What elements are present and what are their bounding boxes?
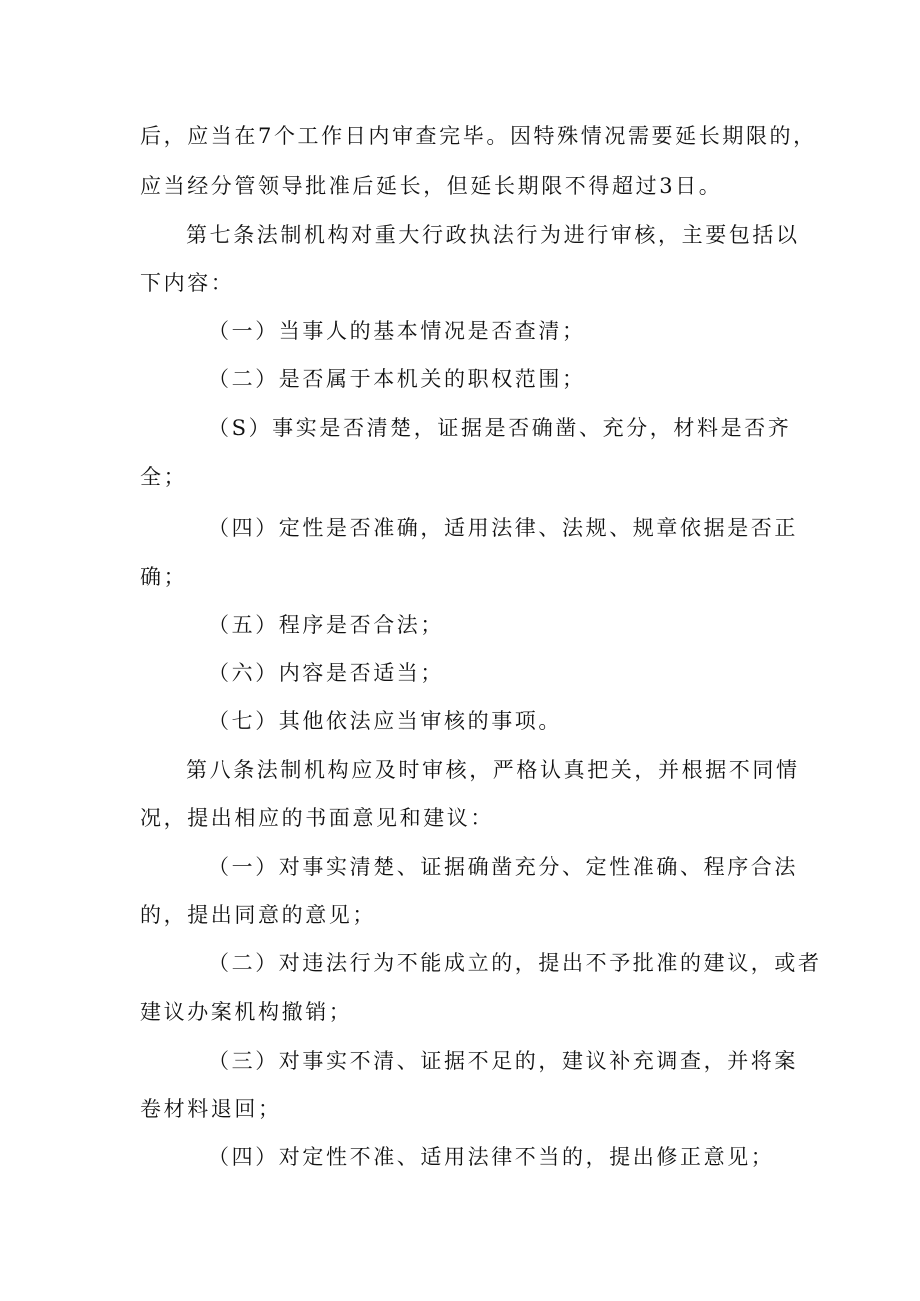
text-line: 的，提出同意的意见；	[140, 903, 376, 927]
list-item: （二）是否属于本机关的职权范围；	[208, 367, 586, 391]
list-item: （七）其他依法应当审核的事项。	[208, 709, 562, 733]
list-item: （五）程序是否合法；	[208, 613, 444, 637]
list-item: （一）对事实清楚、证据确凿充分、定性准确、程序合法	[208, 855, 798, 879]
text-line: 建议办案机构撤销；	[140, 1000, 353, 1024]
list-item: （四）对定性不准、适用法律不当的，提出修正意见；	[208, 1145, 775, 1169]
list-item: （一）当事人的基本情况是否查清；	[208, 319, 586, 343]
article-8-heading-line: 第八条法制机构应及时审核，严格认真把关，并根据不同情	[186, 758, 800, 782]
list-item: （S）事实是否清楚，证据是否确凿、充分，材料是否齐	[208, 416, 792, 440]
text-line: 况，提出相应的书面意见和建议：	[140, 806, 494, 830]
text-line: 应当经分管领导批准后延长，但延长期限不得超过3日。	[140, 174, 723, 198]
article-7-heading-line: 第七条法制机构对重大行政执法行为进行审核，主要包括以	[186, 223, 800, 247]
text-line: 全；	[140, 465, 188, 489]
text-line: 卷材料退回；	[140, 1097, 282, 1121]
list-item: （六）内容是否适当；	[208, 661, 444, 685]
list-item: （四）定性是否准确，适用法律、法规、规章依据是否正	[208, 516, 798, 540]
list-item: （三）对事实不清、证据不足的，建议补充调查，并将案	[208, 1049, 798, 1073]
text-line: 确；	[140, 565, 188, 589]
text-line: 后，应当在7个工作日内审查完毕。因特殊情况需要延长期限的，	[140, 124, 817, 148]
list-item: （二）对违法行为不能成立的，提出不予批准的建议，或者	[208, 951, 822, 975]
text-line: 下内容：	[140, 271, 235, 295]
